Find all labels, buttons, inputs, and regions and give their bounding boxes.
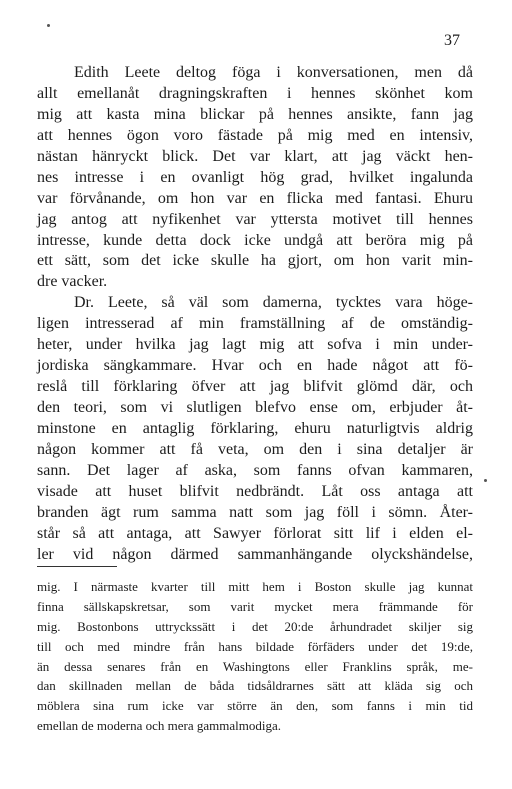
footnote-line: än dessa senares från en Washingtons eller Franklins språk, me- — [37, 658, 473, 674]
page-number: 37 — [444, 32, 460, 49]
text-line: dre vacker. — [37, 273, 108, 291]
text-line: heter, under hvilka jag lagt mig att sofva i min under- — [37, 336, 473, 354]
footnote-line: finna sällskapskretsar, som varit mycket mera främmande för — [37, 598, 473, 614]
text-line: reslå till förklaring öfver att jag blifvit glömd där, och — [37, 378, 473, 396]
footnote-line: möblera sina rum icke var större än den, som fanns i min tid — [37, 698, 473, 714]
text-line: Edith Leete deltog föga i konversationen, men då — [74, 64, 473, 81]
text-line: sann. Det lager af aska, som fanns ofvan kammaren, — [37, 461, 473, 479]
text-line: intresse, kunde detta dock icke undgå att beröra mig på — [37, 231, 473, 249]
text-line: allt emellanåt dragningskraften i hennes skönhet kom — [37, 84, 473, 102]
text-line: ler vid någon därmed sammanhängande olyckshändelse, — [37, 545, 473, 563]
footnote — [37, 577, 473, 736]
text-line: den teori, som vi slutligen blefvo ense om, erbjuder åt- — [37, 399, 473, 416]
text-line: minstone en antaglig förklaring, ehuru naturligtvis aldrig — [37, 419, 473, 437]
main-text — [37, 63, 473, 566]
text-line: ett sätt, som det icke skulle ha gjort, om hon varit min- — [37, 252, 473, 270]
text-line: någon kommer att få veta, om den i sina detaljer är — [37, 440, 473, 458]
text-line: jordiska sängkammare. Hvar och en hade något att fö- — [37, 357, 473, 375]
text-line: nes intresse i en ovanligt hög grad, hvilket ingalunda — [37, 168, 473, 186]
footnote-line: mig. I närmaste kvarter till mitt hem i Boston skulle jag kunnat — [37, 579, 473, 594]
footnote-line: mig. Bostonbons uttryckssätt i det 20:de århundradet skiljer sig — [37, 618, 473, 634]
stray-mark — [484, 479, 487, 482]
text-line: nästan hänryckt blick. Det var klart, att jag väckt hen- — [37, 147, 473, 165]
footnote-line: dan skillnaden mellan de båda tidsåldrarnes sätt att kläda sig och — [37, 678, 473, 694]
text-line: var förvånande, om hon var en flicka med fantasi. Ehuru — [37, 189, 473, 207]
text-line: står så att antaga, att Sawyer förlorat sitt lif i elden el- — [37, 524, 473, 542]
footnote-line: emellan de moderna och mera gammalmodiga. — [37, 718, 282, 734]
footnote-divider — [37, 566, 117, 567]
footnote-line: till och med mindre från hans bildade förfäders under det 19:de, — [37, 638, 473, 654]
text-line: Dr. Leete, så väl som damerna, tycktes vara höge- — [74, 294, 473, 312]
text-line: att hennes ögon voro fästade på mig med en intensiv, — [37, 126, 473, 144]
text-line: mig att kasta mina blickar på hennes ansikte, fann jag — [37, 105, 473, 123]
stray-mark — [47, 24, 50, 27]
text-line: ligen intresserad af min framställning af de omständig- — [37, 315, 473, 333]
text-line: visade att huset blifvit nedbrändt. Låt oss antaga att — [37, 482, 473, 500]
text-line: jag antog att nyfikenhet var yttersta motivet till hennes — [37, 210, 473, 228]
text-line: branden ägt rum samma natt som jag föll i sömn. Åter- — [37, 503, 473, 521]
